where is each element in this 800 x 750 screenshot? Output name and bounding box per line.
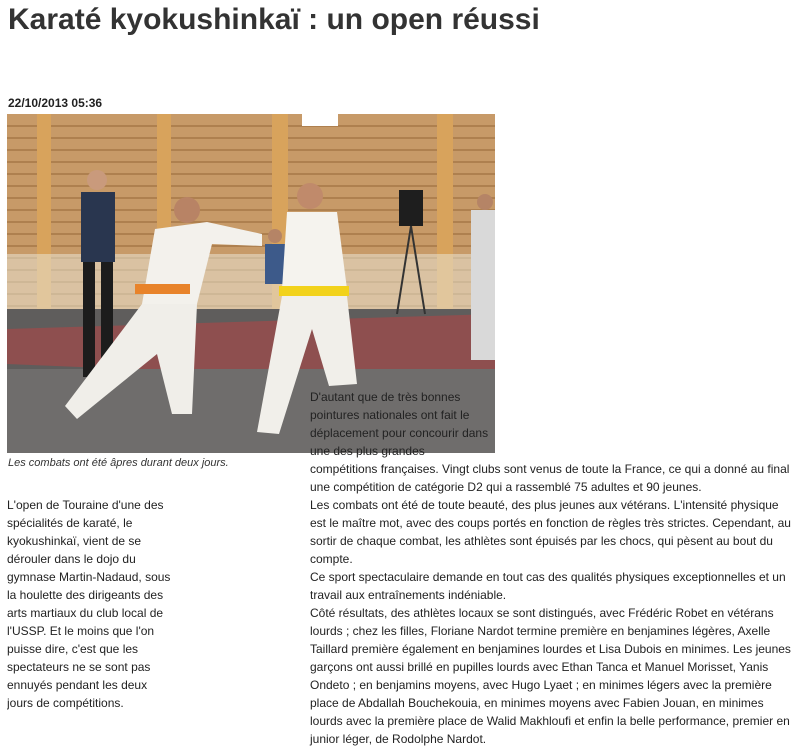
article-title: Karaté kyokushinkaï : un open réussi (8, 3, 540, 36)
paragraph-2: Les combats ont été de toute beauté, des plus jeunes aux vétérans. L'intensité physique est le maître mot, avec des coups portés en fonction de règles très strictes. Cependant, au sortir de chaque combat, les athlètes sont épuisés par les chocs, qui pèsent au bout du compte. (310, 498, 791, 566)
intro-paragraph-start: D'autant que de très bonnes pointures nationales ont fait le déplacement pour concourir dans une des plus grandes (310, 390, 489, 458)
article-right-column (310, 388, 792, 748)
article-left-column (7, 496, 175, 712)
paragraph-3: Ce sport spectaculaire demande en tout cas des qualités physiques exceptionnelles et un travail aux entraînements indéniable. (310, 570, 786, 602)
photo-caption: Les combats ont été âpres durant deux jours. (8, 457, 229, 469)
paragraph-4: Côté résultats, des athlètes locaux se sont distingués, avec Frédéric Robet en vétérans lourds ; chez les filles, Floriane Nardot termine première en benjamines légères, Axelle Taillard première également en benjamines lourdes et Lisa Dubois en minimes. Les jeunes garçons ont aussi brillé en pupilles lourds avec Ethan Tanca et Manuel Morisset, Yanis Ondeto ; en benjamins moyens, avec Hugo Lyaet ; en minimes légers avec la première place de Abdallah Bouchekouia, en minimes moyens avec Fabien Jouan, en minimes lourds avec la première place de Walid Makhloufi et enfin la belle performance, premier en junior léger, de Rodolphe Nardot. (310, 606, 791, 746)
left-paragraph: L'open de Touraine d'une des spécialités de karaté, le kyokushinkaï, vient de se dérouler dans le dojo du gymnase Martin-Nadaud, sous la houlette des dirigeants des arts martiaux du club local de l'USSP. Et le moins que l'on puisse dire, c'est que les spectateurs ne se sont pas ennuyés pendant les deux jours de compétitions. (7, 498, 171, 710)
article-date: 22/10/2013 05:36 (8, 96, 103, 110)
intro-paragraph-end: compétitions françaises. Vingt clubs sont venus de toute la France, ce qui a donné au final une compétition de catégorie D2 qui a rassemblé 75 adultes et 90 jeunes. (310, 462, 790, 494)
